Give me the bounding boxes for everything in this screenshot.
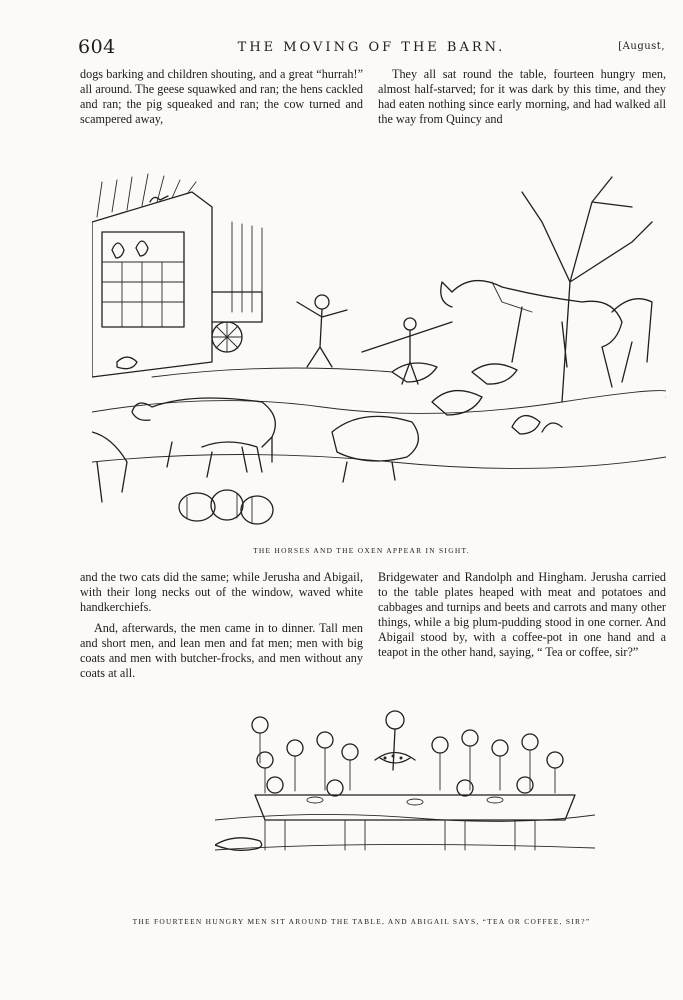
paragraph: dogs barking and children shouting, and a great “hurrah!” all around. The geese squawked and ran; the hens cackled and ran; the pig squeaked and ran; the cow turned and scampered away, bbox=[80, 67, 363, 126]
farmyard-scene-illustration bbox=[92, 162, 666, 532]
paragraph: And, afterwards, the men came in to dinner. Tall men and short men, and lean men and fat men; men with big coats and men with butcher-frocks, and men without any coats at all. bbox=[80, 621, 363, 680]
paragraph: and the two cats did the same; while Jerusha and Abigail, with their long necks out of the window, waved white handkerchiefs. bbox=[80, 570, 363, 614]
paragraph: Bridgewater and Randolph and Hingham. Jerusha carried to the table plates heaped with meat and potatoes and cabbages and turnips and beets and carrots and many other things, while a big plum-pudding stood in one corner. And Abigail stood by, with a coffee-pot in one hand and a teapot in the other hand, saying, “ Tea or coffee, sir?” bbox=[378, 570, 666, 659]
page-header bbox=[78, 36, 665, 58]
running-title: THE MOVING OF THE BARN. bbox=[237, 40, 506, 55]
text-column-bottom-left bbox=[80, 570, 363, 687]
illustration-caption: THE HORSES AND THE OXEN APPEAR IN SIGHT. bbox=[253, 546, 470, 555]
issue-month: [August, bbox=[618, 41, 665, 52]
page-number: 604 bbox=[78, 36, 116, 58]
dinner-table-illustration bbox=[215, 700, 595, 875]
text-column-top-right bbox=[378, 67, 666, 133]
text-column-bottom-right bbox=[378, 570, 666, 666]
paragraph: They all sat round the table, fourteen hungry men, almost half-starved; for it was dark by this time, and they had eaten nothing since early morning, and had walked all the way from Quincy and bbox=[378, 67, 666, 126]
text-column-top-left bbox=[80, 67, 363, 133]
illustration-caption: THE FOURTEEN HUNGRY MEN SIT AROUND THE TABLE, AND ABIGAIL SAYS, “TEA OR COFFEE, SIR?” bbox=[132, 917, 591, 926]
